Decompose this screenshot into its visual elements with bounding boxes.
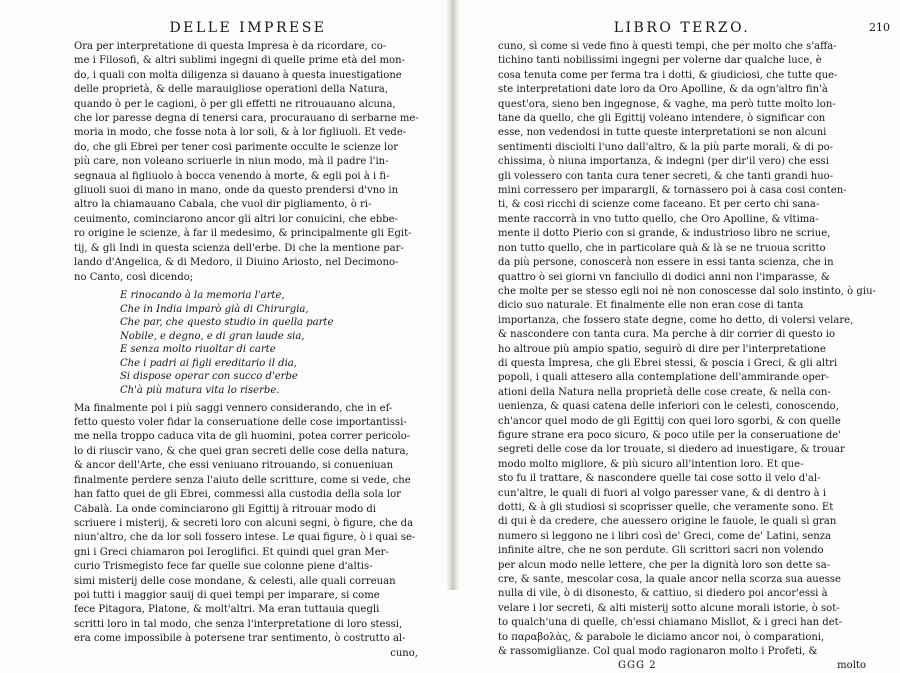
ariosto-verse — [120, 289, 422, 398]
text-line: do, i quali con molta diligenza si dauano à questa inuestigatione — [74, 69, 402, 81]
text-line: quattro ò sei giorni vn fanciullo di dodici anni non l'imparasse, & — [498, 271, 830, 283]
verse-line: Ch'à più matura vita lo riserbe. — [120, 385, 280, 397]
verse-line: Che i padri ai figli ereditario il dia, — [120, 357, 297, 369]
text-line: Ora per interpretatione di questa Impresa è da ricordare, co- — [74, 41, 387, 52]
text-line: infinite altre, che ne son perdute. Gli scrittori sacri non volendo — [498, 545, 824, 557]
text-line: niun'altro, che da lor soli fossero intese. Le quai figure, ò i quai se- — [74, 532, 416, 544]
verse-line: Si dispose operar con succo d'erbe — [120, 371, 298, 383]
text-line: Ma finalmente poi i più saggi vennero considerando, che in ef- — [74, 402, 393, 414]
text-line: non tutto quello, che in particolare quà & là se ne truoua scritto — [498, 242, 826, 254]
right-body-text — [498, 40, 876, 659]
right-catchword: molto — [837, 660, 866, 672]
text-line: dicio suo naturale. Et finalmente elle non eran cose di tanta — [498, 300, 804, 312]
text-line: & rassomiglianze. Col qual modo ragionaron molto i Profeti, & — [498, 646, 818, 658]
text-line: moria in modo, che fosse nota à lor soli, & à lor figliuoli. Et vede- — [74, 127, 407, 139]
text-line: dotti, & à gli studiosi si scoprisser quelle, che veramente sono. Et — [498, 502, 834, 513]
text-line: quest'ora, sieno ben ingegnose, & vaghe, ma però tutte molto lon- — [498, 98, 836, 110]
text-line: ch'ancor quel modo de gli Egittij con quei loro sgorbi, & con quelle — [498, 415, 841, 427]
text-line: fece Pitagora, Platone, & molt'altri. Ma eran tuttauia quegli — [74, 604, 380, 616]
text-line: sentimenti disciolti l'uno dall'altro, & la più parte morali, & di po- — [498, 141, 834, 153]
text-line: modo molto migliore, & più sicuro all'intention loro. Et que- — [498, 458, 804, 470]
text-line: me i Filosofi, & altri sublimi ingegni di quelle prime età del mon- — [74, 55, 405, 67]
left-paragraph-1 — [74, 40, 422, 285]
text-line: cosa tenuta come per ferma tra i dotti, & giudiciosi, che tutte que- — [498, 69, 838, 81]
verse-line: E rinocando à la memoria l'arte, — [120, 289, 285, 301]
text-line: ste interpretationi date loro da Oro Apolline, & da ogn'altro fin'à — [498, 84, 828, 96]
text-line: Cabalà. La onde cominciarono gli Egittij à ritrouar modo di — [74, 503, 376, 515]
verse-line: Nobile, e degno, e di gran laude sia, — [120, 330, 305, 342]
text-line: nulla di vile, ò di disonesto, & cattiuo, si diedero poi ancor'essi à — [498, 588, 828, 600]
text-line: che molte per se stesso egli noi nè non conoscesse dal solo instinto, ò giu- — [498, 285, 876, 297]
text-line: scriuere i misterij, & secreti loro con alcuni segni, ò figure, che da — [74, 517, 414, 529]
text-line: figure strane era poco sicuro, & poco utile per la conseruatione de' — [498, 429, 842, 441]
text-line: & nascondere con tanta cura. Ma perche à dir corrier di questo io — [498, 329, 836, 341]
text-line: chissima, ò niuna importanza, & indegni (per dir'il vero) che essi — [498, 156, 829, 168]
text-line: gliuoli suoi di mano in mano, onde da questo prendersi d'vno in — [74, 185, 399, 197]
text-line: do, che gli Ebrei per tener cosi parimente occulte le scienze lor — [74, 141, 399, 153]
text-line: poi tutti i maggior sauij di quei tempi per imparare, si come — [74, 589, 380, 601]
verse-line: E senza molto riuoltar di carte — [120, 344, 276, 356]
left-catchword: cuno, — [390, 647, 418, 659]
text-line: esse, non vedendosi in tutte queste interpretationi se non alcuni — [498, 127, 827, 139]
text-line: mini corressero per imparargli, & tornassero poi à casa cosi conten- — [498, 185, 847, 197]
text-line: per alcun modo nelle lettere, che per la dignità loro son dette sa- — [498, 559, 831, 571]
right-paragraph-1 — [498, 40, 876, 659]
text-line: era come impossibile à potersene trar sentimento, ò costrutto al- — [74, 633, 406, 645]
verse-line: Che in India imparò già di Chirurgia, — [120, 303, 309, 315]
text-line: tij, & gli Indi in questa scienza dell'erbe. Di che la mentione par- — [74, 242, 404, 254]
text-line: sto fu il trattare, & nascondere quelle tai cose sotto il velo d'al- — [498, 473, 821, 485]
text-line: to qualch'una di quelle, ch'essi chiamano Misllot, & i greci han det- — [498, 617, 843, 629]
text-line: & ancor dell'Arte, che essi veniuano ritrouando, si conueniuan — [74, 460, 394, 472]
text-line: ationi della Natura nella proprietà delle cose create, & nella con- — [498, 386, 831, 398]
text-line: tichino tanti nobilissimi ingegni per volerne dar qualche luce, è — [498, 55, 822, 67]
text-line: ro origine le scienze, à far il medesimo, & principalmente gli Egit- — [74, 228, 412, 240]
text-line: me nella troppo caduca vita de gli huomini, potea correr pericolo- — [74, 431, 411, 443]
text-line: numero si leggono ne i libri così de' Greci, come de' Latini, senza — [498, 530, 831, 542]
text-line: to παραβολὰς, & parabole le diciamo ancor noi, ò comparationi, — [498, 631, 825, 643]
text-line: altro la chiamauano Cabala, che vuol dir pigliamento, ò ri- — [74, 199, 372, 211]
text-line: segreti delle cose da lor trouate, si diedero ad inuestigare, & trouar — [498, 444, 845, 456]
left-running-head — [74, 16, 422, 40]
text-line: gni i Greci chiamaron poi Ieroglifici. Et quindi quel gran Mer- — [74, 546, 389, 558]
text-line: han fatto quei de gli Ebrei, commessi alla custodia della sola lor — [74, 489, 401, 501]
left-body-text — [74, 40, 422, 647]
text-line: di qui è da credere, che auessero origine le fauole, le quali sì gran — [498, 516, 837, 528]
right-running-head-title: LIBRO TERZO. — [613, 20, 751, 36]
text-line: scritti loro in tal modo, che senza l'interpretatione di loro stessi, — [74, 618, 403, 630]
text-line: importanza, che fossero state degne, come ho detto, di volersi velare, — [498, 314, 854, 326]
text-line: segnaua al figliuolo à bocca venendo à morte, & egli poi à i fi- — [74, 170, 390, 182]
text-line: da più persone, conoscerà non essere in essi tanta scienza, che in — [498, 257, 834, 269]
right-page — [458, 0, 900, 672]
text-line: cuno, sì come si vede fino à questi tempi, che per molto che s'affa- — [498, 41, 837, 52]
text-line: ho altroue più ampio spatio, seguirò di dire per l'interpretatione — [498, 343, 826, 355]
text-line: velare i lor secreti, & alti misterij sotto alcune morali istorie, ò sot- — [498, 602, 840, 614]
text-line: finalmente perdere senza l'aiuto delle scritture, come si vede, che — [74, 474, 411, 486]
text-line: che lor paresse degna di tenersi cara, procurauano di serbarne me- — [74, 113, 419, 125]
verse-line: Che par, che questo studio in quella parte — [120, 317, 334, 329]
text-line: cun'altre, le quali di fuori al volgo paresser vane, & di dentro à i — [498, 487, 827, 499]
text-line: cre, & sante, mescolar cosa, la quale ancor nella scorza sua auesse — [498, 574, 841, 586]
text-line: delle proprietà, & delle marauigliose operationi della Natura, — [74, 84, 388, 96]
right-folio: 210 — [869, 21, 890, 34]
left-paragraph-2 — [74, 402, 422, 647]
right-page-footer — [498, 659, 866, 673]
text-line: fetto questo voler fidar la conseruatione delle cose importantissi- — [74, 417, 407, 429]
text-line: ti, & cosi ricchi di scienze come faceano. Et per certo chi sana- — [498, 199, 820, 211]
left-page — [0, 0, 448, 659]
text-line: uenienza, & quasi catena delle inferiori con le celesti, conoscendo, — [498, 401, 839, 413]
text-line: tane da quello, che gli Egittij voleano intendere, ò significar con — [498, 113, 826, 125]
text-line: curio Trismegisto fece far quelle sue colonne piene d'altis- — [74, 561, 373, 573]
text-line: quando ò per le cagioni, ò per gli effetti ne ritrouauano alcuna, — [74, 98, 396, 110]
text-line: più care, non voleano scriuerle in niun modo, mà il padre l'in- — [74, 156, 389, 168]
left-running-head-title: DELLE IMPRESE — [169, 20, 327, 36]
text-line: mente il dotto Pierio con si grande, & industrioso libro ne scriue, — [498, 228, 831, 240]
text-line: no Canto, così dicendo; — [74, 271, 194, 283]
text-line: popoli, i quali attesero alla contemplatione dell'ammirande oper- — [498, 372, 829, 384]
text-line: gli volessero con tanta cura tener secreti, & che tanti grandi huo- — [498, 170, 834, 182]
text-line: lando d'Angelica, & di Medoro, il Diuino Ariosto, nel Decimono- — [74, 257, 399, 269]
text-line: lo di riuscir vano, & che quei gran secreti delle cose della natura, — [74, 445, 409, 457]
text-line: simi misterij delle cose mondane, & celesti, alle quali correuan — [74, 575, 396, 587]
signature-mark: GGG 2 — [618, 660, 657, 672]
right-running-head — [498, 16, 890, 40]
text-line: ceuimento, cominciarono ancor gli altri lor conuicini, che ebbe- — [74, 213, 398, 225]
text-line: mente raccorrà in vno tutto quello, che Oro Apolline, & vltima- — [498, 213, 819, 225]
text-line: di questa Impresa, che gli Ebrei stessi, & poscia i Greci, & gli altri — [498, 357, 838, 369]
